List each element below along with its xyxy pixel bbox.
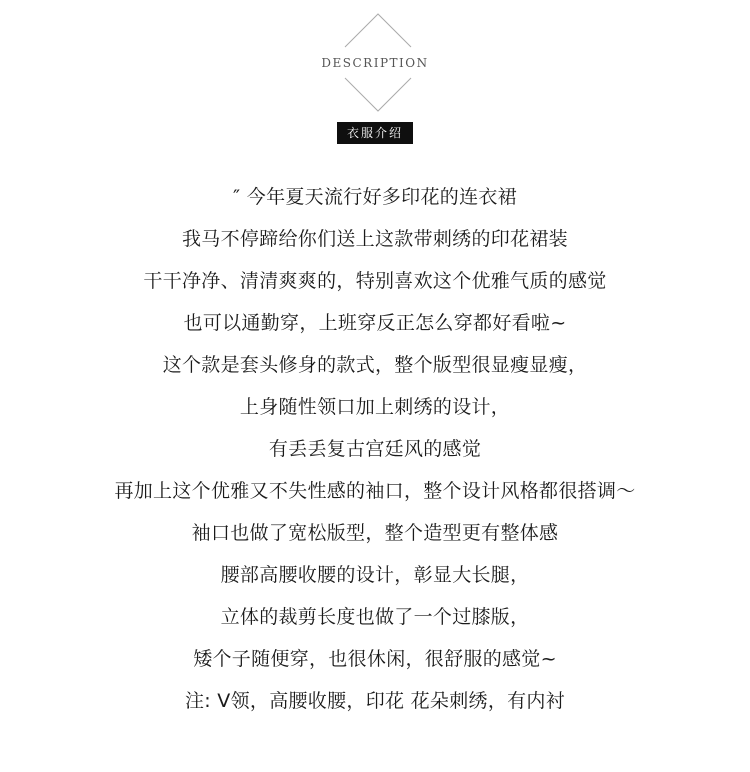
description-line: 立体的裁剪长度也做了一个过膝版， bbox=[220, 606, 530, 628]
description-line: 上身随性领口加上刺绣的设计， bbox=[239, 396, 511, 418]
diamond-bottom-line bbox=[345, 78, 411, 111]
description-line: 这个款是套头修身的款式，整个版型很显瘦显瘦， bbox=[162, 354, 588, 376]
description-line: 再加上这个优雅又不失性感的袖口，整个设计风格都很搭调～ bbox=[114, 480, 636, 502]
description-line: ″ 今年夏天流行好多印花的连衣裙 bbox=[233, 186, 517, 208]
section-badge: 衣服介绍 bbox=[337, 122, 413, 144]
description-line: 注: V领，高腰收腰，印花 花朵刺绣，有内衬 bbox=[184, 690, 566, 712]
description-line: 也可以通勤穿，上班穿反正怎么穿都好看啦~ bbox=[183, 312, 567, 334]
description-text-block bbox=[0, 180, 750, 726]
description-line: 干干净净、清清爽爽的，特别喜欢这个优雅气质的感觉 bbox=[143, 270, 607, 292]
section-badge-wrap bbox=[0, 122, 750, 144]
diamond-top-line bbox=[345, 14, 411, 47]
description-line: 腰部高腰收腰的设计，彰显大长腿， bbox=[220, 564, 530, 586]
description-line: 有丢丢复古宫廷风的感觉 bbox=[268, 438, 482, 460]
description-line: 袖口也做了宽松版型，整个造型更有整体感 bbox=[191, 522, 559, 544]
description-line: 我马不停蹄给你们送上这款带刺绣的印花裙装 bbox=[181, 228, 568, 250]
section-header-label: DESCRIPTION bbox=[321, 56, 429, 70]
description-line: 矮个子随便穿，也很休闲，很舒服的感觉~ bbox=[193, 648, 557, 670]
